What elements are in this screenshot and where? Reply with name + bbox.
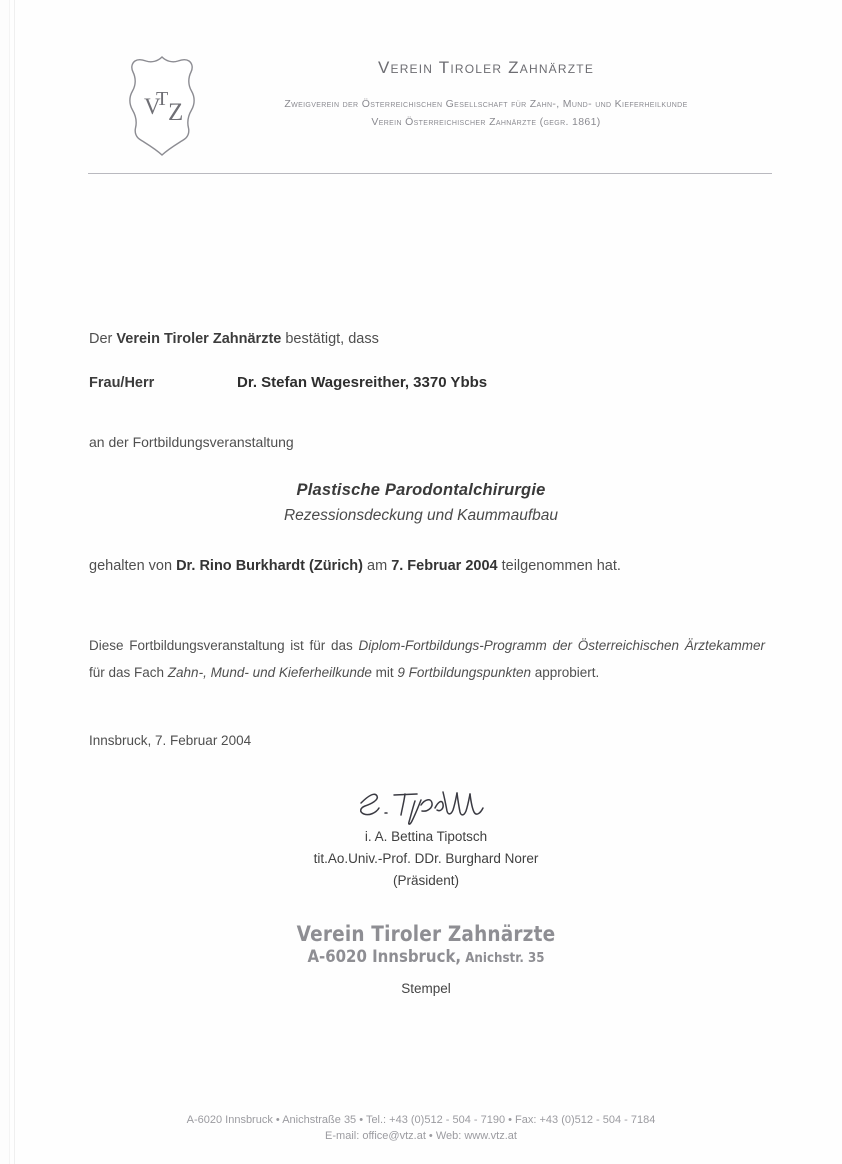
stamp-address-street: Anichstr. 35 (461, 950, 545, 966)
speaker-line (89, 558, 621, 574)
speaker-name: Dr. Rino Burkhardt (Zürich) (176, 558, 363, 574)
president-name: tit.Ao.Univ.-Prof. DDr. Burghard Norer (313, 851, 539, 866)
organization-subtitle-1: Zweigverein der Österreichischen Gesellschaft für Zahn-, Mund- und Kieferheilkunde (284, 98, 688, 110)
svg-text:V: V (144, 94, 161, 119)
official-stamp (221, 922, 631, 996)
svg-text:T: T (156, 88, 169, 110)
footer-contact-line: E-mail: office@vtz.at • Web: www.vtz.at (325, 1130, 517, 1142)
approval-part-2: für das Fach (89, 665, 168, 680)
approval-program-name: Diplom-Fortbildungs-Programm der Österreichischen Ärztekammer (358, 638, 765, 653)
confirmation-line (89, 331, 379, 347)
event-date: 7. Februar 2004 (391, 558, 498, 574)
approval-subject: Zahn-, Mund- und Kieferheilkunde (167, 665, 372, 680)
stamp-address (246, 947, 607, 967)
recipient-row (89, 374, 729, 391)
organization-subtitle-2: Verein Österreichischer Zahnärzte (gegr. 1861) (371, 116, 601, 128)
speaker-mid: am (362, 558, 392, 574)
confirm-prefix: Der (89, 331, 117, 347)
approval-paragraph (89, 632, 765, 686)
approval-part-1: Diese Fortbildungsveranstaltung ist für das (89, 638, 359, 653)
svg-text:Z: Z (168, 99, 184, 126)
stamp-address-city: A-6020 Innsbruck, (307, 947, 462, 967)
handwritten-signature-icon (221, 775, 631, 827)
footer-address-line: A-6020 Innsbruck • Anichstraße 35 • Tel.: +43 (0)512 - 504 - 7190 • Fax: +43 (0)512 - 504 - 7184 (186, 1114, 656, 1126)
recipient-label: Frau/Herr (89, 375, 155, 391)
confirm-organization: Verein Tiroler Zahnärzte (116, 331, 282, 347)
signed-by-name: i. A. Bettina Tipotsch (364, 829, 488, 844)
president-role: (Präsident) (392, 873, 460, 888)
organization-title: Verein Tiroler Zahnärzte (377, 58, 595, 77)
approval-part-4: approbiert. (531, 665, 600, 680)
course-subtitle: Rezessionsdeckung und Kaummaufbau (283, 507, 558, 524)
place-and-date: Innsbruck, 7. Februar 2004 (89, 733, 252, 748)
recipient-name: Dr. Stefan Wagesreither, 3370 Ybbs (237, 374, 488, 391)
signature-block (221, 775, 631, 888)
stamp-organization: Verein Tiroler Zahnärzte (296, 922, 556, 946)
speaker-suffix: teilgenommen hat. (497, 558, 621, 574)
confirm-suffix: bestätigt, dass (281, 331, 379, 347)
letterhead (0, 0, 842, 175)
header-divider (88, 173, 772, 174)
event-intro-line: an der Fortbildungsveranstaltung (89, 434, 294, 450)
approval-part-3: mit (371, 665, 398, 680)
speaker-prefix: gehalten von (89, 558, 177, 574)
page-footer (121, 1112, 721, 1144)
course-title: Plastische Parodontalchirurgie (296, 481, 546, 499)
stamp-caption: Stempel (401, 981, 451, 996)
approval-points: 9 Fortbildungspunkten (397, 665, 532, 680)
